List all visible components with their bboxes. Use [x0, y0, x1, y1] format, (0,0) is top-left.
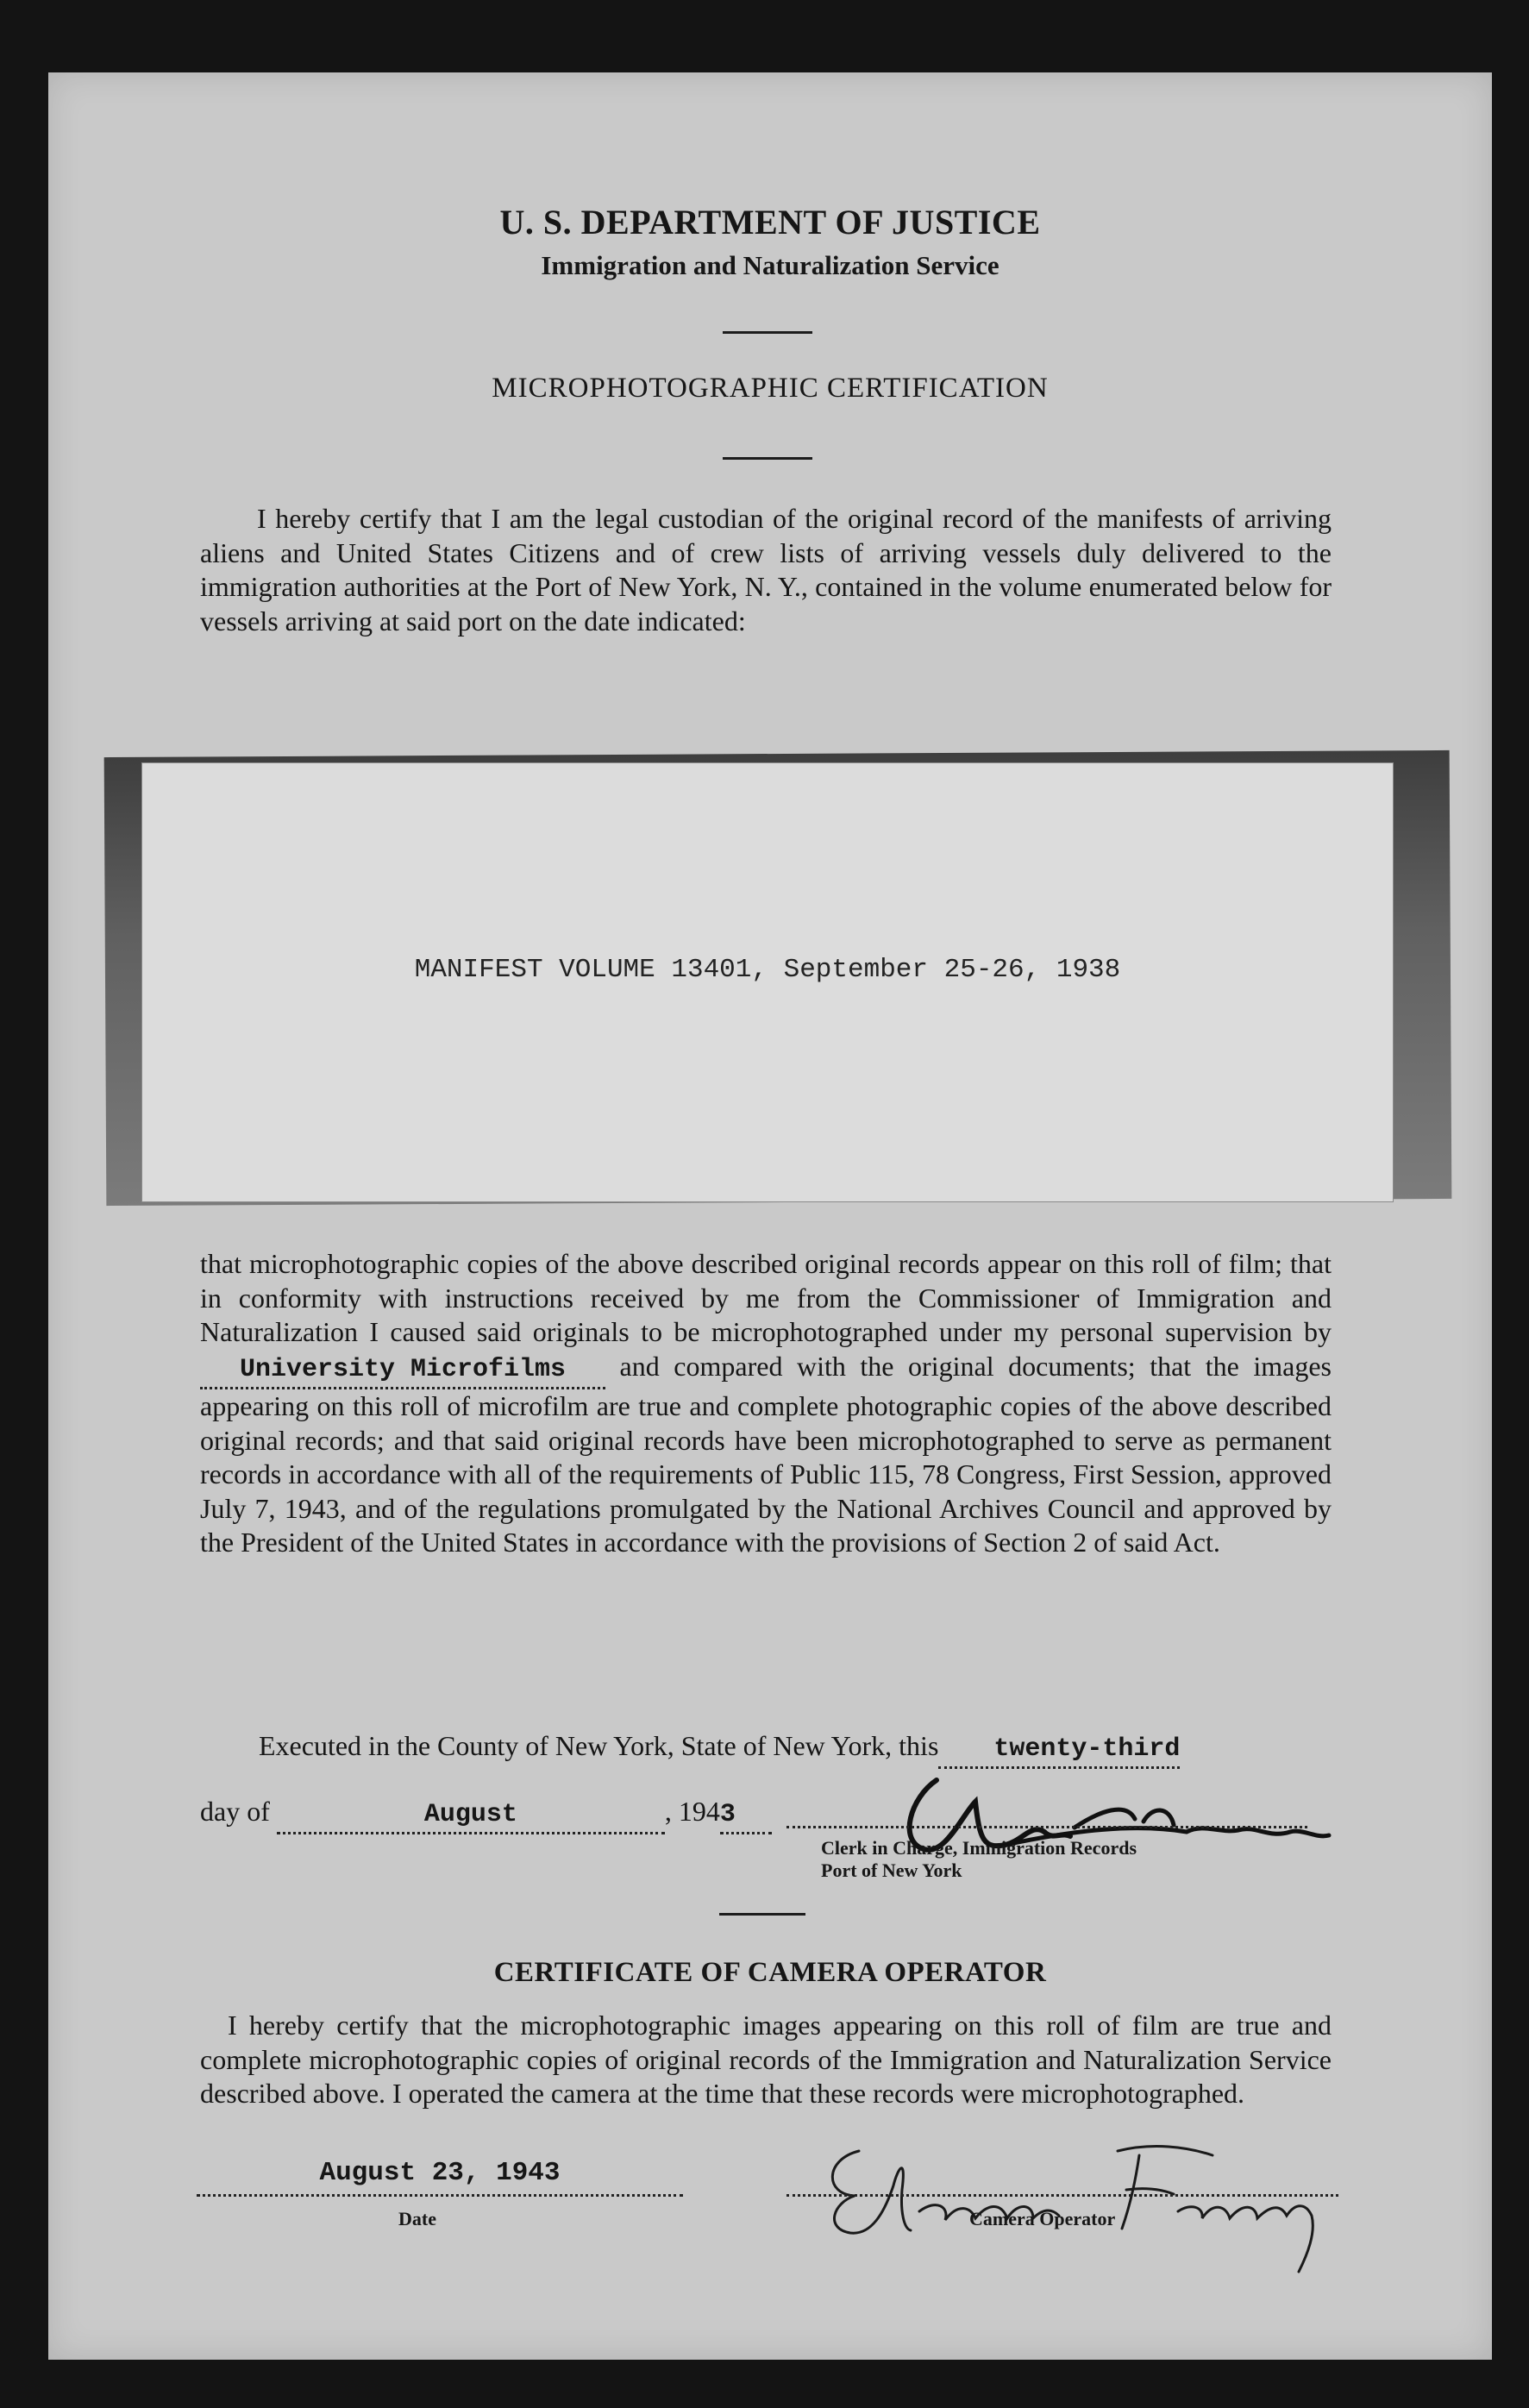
divider	[719, 1913, 805, 1916]
day-of-label: day of	[200, 1796, 270, 1827]
department-heading: U. S. DEPARTMENT OF JUSTICE	[499, 203, 1041, 241]
day-value: twenty-third	[993, 1734, 1181, 1764]
divider	[723, 331, 812, 334]
date-value: August 23, 1943	[319, 2158, 561, 2188]
day-of-line	[200, 1794, 772, 1834]
executed-text: Executed in the County of New York, State of New York, this	[259, 1730, 939, 1761]
divider	[723, 457, 812, 460]
year-prefix: , 194	[664, 1796, 720, 1827]
clerk-title: Clerk in Charge, Immigration Records	[821, 1837, 1137, 1859]
supervisor-value: University Microfilms	[239, 1354, 567, 1384]
camera-operator-text: I hereby certify that the microphotographic images appearing on this roll of film are true and complete microphotographic copies of original records of the Immigration and Naturalization Service described above. I operated the camera at the time that these records were microphotographed.	[200, 2010, 1332, 2109]
month-field	[277, 1794, 665, 1834]
body-paragraph	[200, 1247, 1332, 1560]
certificate-page	[48, 72, 1492, 2360]
month-value: August	[423, 1800, 517, 1829]
camera-operator-title: CERTIFICATE OF CAMERA OPERATOR	[493, 1957, 1047, 1988]
operator-label: Camera Operator	[969, 2208, 1116, 2229]
clerk-signature-line	[786, 1826, 1307, 1828]
supervisor-field	[200, 1350, 605, 1390]
clerk-caption	[821, 1837, 1137, 1882]
year-digit: 3	[719, 1800, 736, 1829]
certification-intro: I hereby certify that I am the legal custodian of the original record of the manifests of arriving aliens and United States Citizens and of crew lists of arriving vessels duly delivered to the immigration authorities at the Port of New York, N. Y., contained in the volume enumerated below for vessels arriving at said port on the date indicated:	[200, 503, 1332, 636]
date-line	[197, 2194, 683, 2197]
certification-title: MICROPHOTOGRAPHIC CERTIFICATION	[492, 373, 1049, 404]
operator-signature	[807, 2116, 1359, 2280]
volume-card	[141, 762, 1394, 1202]
clerk-location: Port of New York	[821, 1859, 962, 1881]
date-field	[197, 2158, 683, 2188]
date-label: Date	[398, 2208, 436, 2229]
service-subheading: Immigration and Naturalization Service	[541, 250, 999, 280]
operator-signature-line	[786, 2194, 1338, 2197]
body-text-end: and compared with the original documents; that the images appearing on this roll of microfilm are true and complete photographic copies of the above described original records; and that said original records have been microphotographed to serve as permanent records in accordance with all of the requirements of Public 115, 78 Congress, First Session, approved July 7, 1943, and of the regulations promulgated by the National Archives Council and approved by the President of the United States in accordance with the provisions of Section 2 of said Act.	[200, 1350, 1332, 1558]
body-text-start: that microphotographic copies of the above described original records appear on this roll of film; that in conformity with instructions received by me from the Commissioner of Immigration and Naturalization I caused said originals to be microphotographed under my personal supervision by	[200, 1248, 1332, 1347]
volume-text: MANIFEST VOLUME 13401, September 25-26, 1938	[414, 955, 1121, 985]
year-field	[720, 1794, 772, 1834]
